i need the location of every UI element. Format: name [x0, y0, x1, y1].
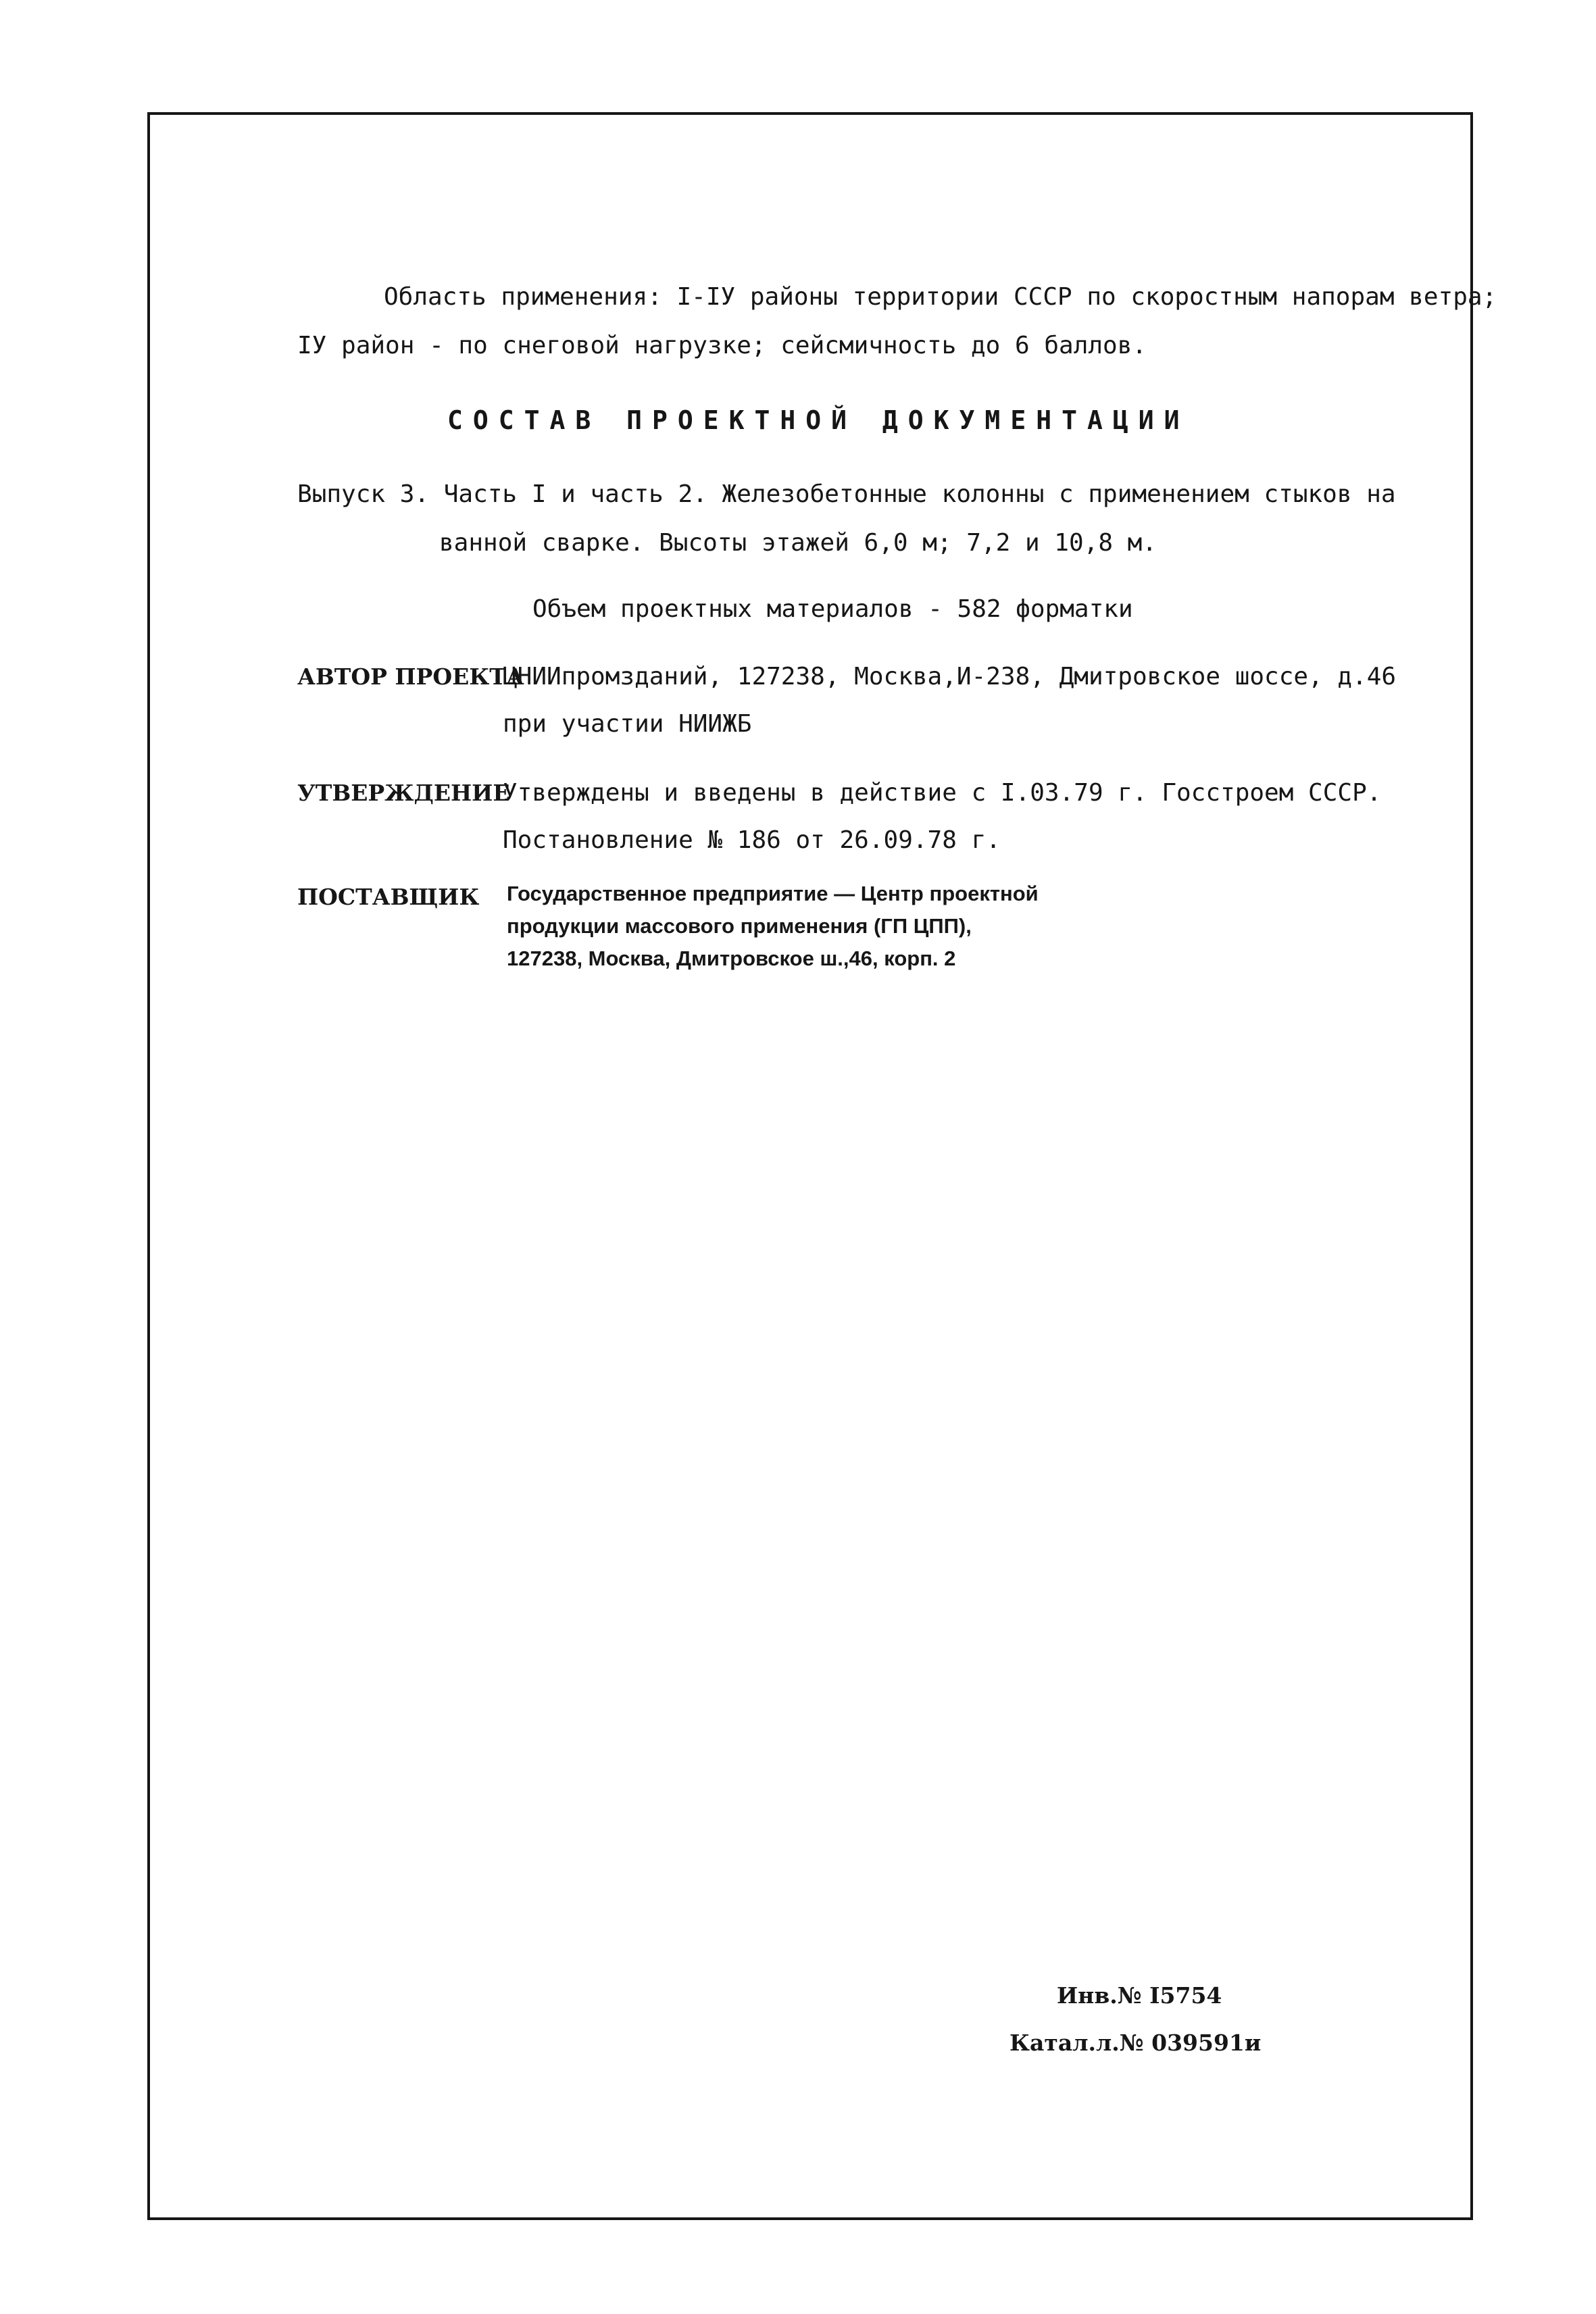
issue-line-2: ванной сварке. Высоты этажей 6,0 м; 7,2 и 10,8 м. [439, 529, 1157, 557]
supplier-line-1: Государственное предприятие — Центр проектной [507, 882, 1039, 905]
supplier-line-2: продукции массового применения (ГП ЦПП), [507, 914, 972, 938]
approval-label: УТВЕРЖДЕНИЕ [297, 780, 510, 806]
volume-line: Объем проектных материалов - 582 форматки [532, 595, 1133, 623]
scope-line-2: IУ район - по снеговой нагрузке; сейсмичность до 6 баллов. [297, 332, 1147, 359]
author-line-1: ЦНИИпромзданий, 127238, Москва,И-238, Дмитровское шоссе, д.46 [503, 663, 1397, 690]
supplier-line-3: 127238, Москва, Дмитровское ш.,46, корп. 2 [507, 947, 956, 970]
approval-line-1: Утверждены и введены в действие с I.03.79 г. Госстроем СССР. [503, 779, 1382, 807]
scope-line-1: Область применения: I-IУ районы территории СССР по скоростным напорам ветра; [384, 283, 1497, 311]
author-line-2: при участии НИИЖБ [503, 710, 752, 738]
approval-line-2: Постановление № 186 от 26.09.78 г. [503, 826, 1001, 854]
doc-heading: СОСТАВ ПРОЕКТНОЙ ДОКУМЕНТАЦИИ [447, 405, 1190, 435]
supplier-label: ПОСТАВЩИК [297, 884, 480, 910]
catalog-number: Катал.л.№ 039591и [1009, 2030, 1262, 2056]
issue-line-1: Выпуск 3. Часть I и часть 2. Железобетонные колонны с применением стыков на [297, 480, 1396, 508]
author-label: АВТОР ПРОЕКТА [297, 663, 524, 690]
inventory-number: Инв.№ I5754 [1057, 1982, 1222, 2009]
